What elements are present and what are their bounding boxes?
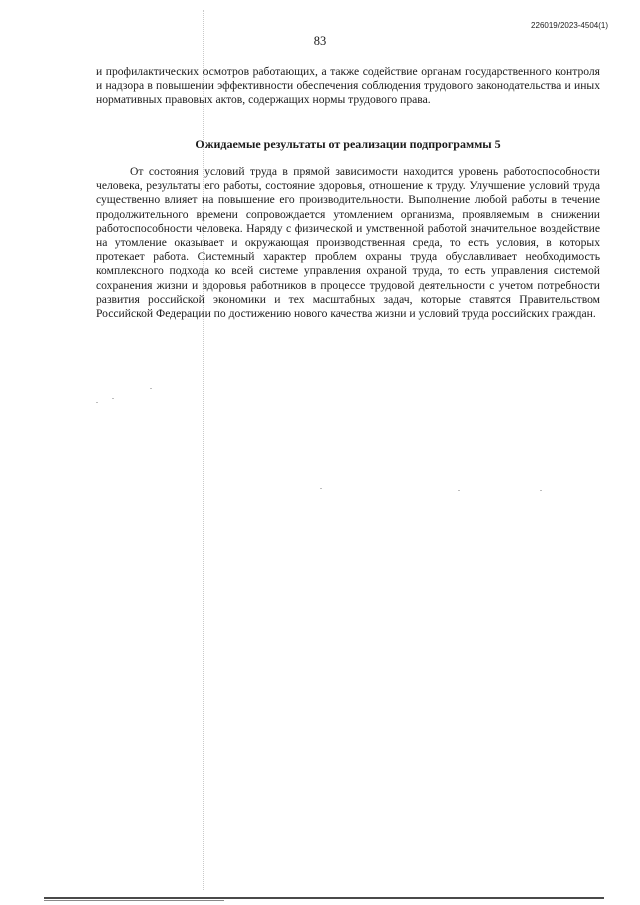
bottom-rule xyxy=(44,897,604,899)
paragraph-text: и профилактических осмотров работающих, а также содействие органам государственного контроля и надзора в повышении эффективности обеспечения соблюдения трудового законодательства и иных нормативных правовых актов, содержащих нормы трудового права. xyxy=(96,65,600,107)
paragraph-continuation xyxy=(96,65,600,108)
scan-speck xyxy=(96,402,98,403)
document-id: 226019/2023-4504(1) xyxy=(531,21,608,30)
scan-speck xyxy=(540,490,542,491)
scan-speck xyxy=(320,488,322,489)
scan-speck xyxy=(112,398,114,399)
scan-speck xyxy=(150,388,152,389)
paragraph-expected-results xyxy=(96,165,600,321)
page-number: 83 xyxy=(313,34,327,48)
section-heading: Ожидаемые результаты от реализации подпрограммы 5 xyxy=(195,137,501,151)
scan-speck xyxy=(458,490,460,491)
bottom-rule-shadow xyxy=(44,900,224,901)
paragraph-text: От состояния условий труда в прямой зависимости находится уровень работоспособности человека, результаты его работы, состояние здоровья, отношение к труду. Улучшение условий труда существенно влияет на повышение его производительности. Выполнение любой работы в течение продолжительного времени сопровождается утомлением организма, проявляемым в снижении работоспособности человека. Наряду с физической и умственной работой значительное воздействие на утомление оказывает и окружающая производственная среда, то есть условия, в которых протекает работа. Системный характер проблем охраны труда обуславливает необходимость комплексного подхода ко всей системе управления охраной труда, то есть управления системой сохранения жизни и здоровья работников в процессе трудовой деятельности с учетом потребности развития российской экономики и тех масштабных задач, которые ставятся Правительством Российской Федерации по достижению нового качества жизни и условий труда российских граждан. xyxy=(96,165,600,321)
